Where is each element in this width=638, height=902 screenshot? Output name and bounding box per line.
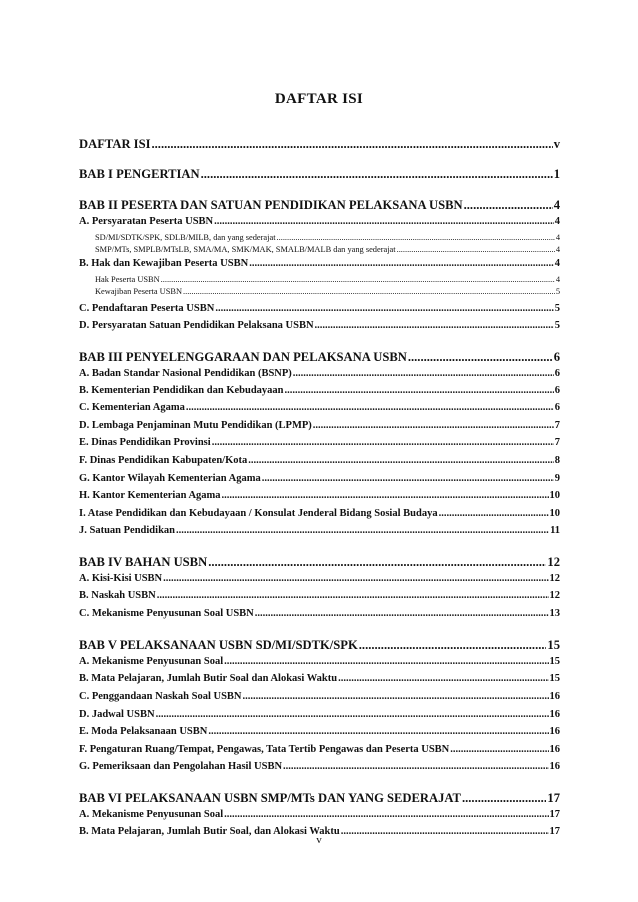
toc-section[interactable] (79, 402, 560, 413)
toc-entry-page: 8 (554, 455, 560, 466)
toc-entry-label: BAB III PENYELENGGARAAN DAN PELAKSANA USBN (79, 350, 407, 364)
toc-entry-label: SD/MI/SDTK/SPK, SDLB/MILB, dan yang sederajat (95, 233, 276, 242)
toc-entry-label: BAB VI PELAKSANAAN USBN SMP/MTs DAN YANG SEDERAJAT (79, 791, 461, 805)
toc-entry-page: 4 (554, 258, 560, 269)
toc-entry-label: B. Mata Pelajaran, Jumlah Butir Soal, dan Alokasi Waktu (79, 826, 340, 837)
toc-dot-leader (156, 709, 549, 720)
toc-section[interactable] (79, 216, 560, 227)
toc-entry-label: B. Mata Pelajaran, Jumlah Butir Soal dan Alokasi Waktu (79, 673, 338, 684)
toc-entry-page: 6 (554, 402, 560, 413)
toc-entry-label: Kewajiban Peserta USBN (95, 287, 182, 296)
toc-dot-leader (183, 287, 555, 296)
toc-dot-leader (163, 573, 548, 584)
toc-section[interactable] (79, 420, 560, 431)
toc-dot-leader (152, 137, 553, 152)
toc-dot-leader (222, 490, 549, 501)
toc-dot-leader (157, 590, 549, 601)
toc-entry-label: G. Kantor Wilayah Kementerian Agama (79, 473, 261, 484)
toc-section[interactable] (79, 320, 560, 331)
toc-section[interactable] (79, 656, 560, 667)
toc-dot-leader (313, 420, 554, 431)
toc-dot-leader (338, 673, 548, 684)
toc-subentry[interactable] (79, 245, 560, 254)
toc-section[interactable] (79, 490, 560, 501)
toc-entry-page: 15 (549, 673, 560, 684)
toc-entry-page: 7 (554, 420, 560, 431)
toc-section[interactable] (79, 809, 560, 820)
toc-section[interactable] (79, 608, 560, 619)
toc-entry-label: C. Kementerian Agama (79, 402, 185, 413)
toc-dot-leader (176, 525, 549, 536)
toc-entry-label: D. Jadwal USBN (79, 709, 155, 720)
toc-section[interactable] (79, 437, 560, 448)
toc-entry-page: 6 (553, 350, 560, 364)
toc-entry-page: 16 (549, 709, 560, 720)
toc-entry-page: 17 (549, 809, 560, 820)
toc-entry-page: 7 (554, 437, 560, 448)
toc-chapter[interactable] (79, 198, 560, 213)
toc-section[interactable] (79, 691, 560, 702)
toc-entry-label: F. Pengaturan Ruang/Tempat, Pengawas, Tata Tertib Pengawas dan Peserta USBN (79, 744, 450, 755)
toc-entry-page: 10 (549, 508, 560, 519)
toc-subentry[interactable] (79, 275, 560, 284)
toc-entry-page: 15 (547, 638, 560, 652)
toc-chapter[interactable] (79, 350, 560, 365)
toc-entry-page: 12 (549, 573, 560, 584)
toc-entry-page: 4 (555, 275, 560, 284)
toc-entry-page: 10 (549, 490, 560, 501)
toc-dot-leader (262, 473, 554, 484)
toc-entry-page: 17 (549, 826, 560, 837)
toc-subentry[interactable] (79, 287, 560, 296)
toc-entry-label: A. Persyaratan Peserta USBN (79, 216, 214, 227)
toc-dot-leader (248, 455, 554, 466)
toc-dot-leader (201, 167, 553, 182)
toc-entry-page: 15 (549, 656, 560, 667)
toc-entry-label: E. Dinas Pendidikan Provinsi (79, 437, 211, 448)
toc-section[interactable] (79, 303, 560, 314)
toc-entry-label: E. Moda Pelaksanaan USBN (79, 726, 208, 737)
toc-dot-leader (208, 555, 546, 570)
toc-section[interactable] (79, 455, 560, 466)
toc-section[interactable] (79, 709, 560, 720)
toc-entry-label: J. Satuan Pendidikan (79, 525, 175, 536)
toc-chapter[interactable] (79, 638, 560, 653)
toc-entry-page: 16 (549, 691, 560, 702)
toc-entry-label: BAB I PENGERTIAN (79, 167, 200, 181)
toc-dot-leader (249, 258, 554, 269)
toc-chapter[interactable] (79, 167, 560, 182)
toc-dot-leader (243, 691, 549, 702)
toc-dot-leader (439, 508, 549, 519)
toc-entry-page: 17 (547, 791, 560, 805)
toc-entry-label: A. Mekanisme Penyusunan Soal (79, 809, 224, 820)
toc-entry-page: 1 (553, 167, 560, 181)
toc-entry-label: C. Mekanisme Penyusunan Soal USBN (79, 608, 254, 619)
toc-entry-label: B. Kementerian Pendidikan dan Kebudayaan (79, 385, 284, 396)
toc-entry-label: BAB IV BAHAN USBN (79, 555, 208, 569)
toc-entry-page: 4 (554, 216, 560, 227)
toc-dot-leader (224, 809, 548, 820)
toc-entry-page: 4 (555, 245, 560, 254)
toc-entry-page: 5 (554, 303, 560, 314)
toc-entry-label: BAB II PESERTA DAN SATUAN PENDIDIKAN PELAKSANA USBN (79, 198, 463, 212)
toc-entry-page: 12 (547, 555, 560, 569)
toc-dot-leader (277, 233, 555, 242)
toc-entry-page: 5 (555, 287, 560, 296)
toc-entry-label: D. Persyaratan Satuan Pendidikan Pelaksana USBN (79, 320, 314, 331)
toc-dot-leader (161, 275, 555, 284)
toc-dot-leader (283, 761, 548, 772)
toc-section[interactable] (79, 761, 560, 772)
page-number: v (316, 834, 322, 846)
toc-section[interactable] (79, 590, 560, 601)
toc-subentry[interactable] (79, 233, 560, 242)
toc-section[interactable] (79, 744, 560, 755)
toc-entry-label: SMP/MTs, SMPLB/MTsLB, SMA/MA, SMK/MAK, SMALB/MALB dan yang sederajat (95, 245, 396, 254)
toc-dot-leader (186, 402, 554, 413)
toc-entry-page: 16 (549, 726, 560, 737)
toc-entry-label: BAB V PELAKSANAAN USBN SD/MI/SDTK/SPK (79, 638, 358, 652)
toc-entry-label: C. Penggandaan Naskah Soal USBN (79, 691, 242, 702)
toc-entry-label: DAFTAR ISI (79, 137, 151, 151)
toc-entry-label: B. Naskah USBN (79, 590, 156, 601)
toc-section[interactable] (79, 573, 560, 584)
toc-entry-page: 16 (549, 761, 560, 772)
toc-entry-label: G. Pemeriksaan dan Pengolahan Hasil USBN (79, 761, 283, 772)
toc-entry-label: A. Kisi-Kisi USBN (79, 573, 163, 584)
toc-dot-leader (208, 726, 548, 737)
toc-section[interactable] (79, 508, 560, 519)
toc-section[interactable] (79, 368, 560, 379)
toc-section[interactable] (79, 673, 560, 684)
toc-dot-leader (212, 437, 554, 448)
toc-dot-leader (255, 608, 549, 619)
toc-entry-page: 13 (549, 608, 560, 619)
toc-section[interactable] (79, 726, 560, 737)
toc-entry-page: 6 (554, 385, 560, 396)
toc-entry-page: v (553, 137, 560, 151)
toc-entry-page: 16 (549, 744, 560, 755)
toc-section[interactable] (79, 258, 560, 269)
toc-entry-label: I. Atase Pendidikan dan Kebudayaan / Konsulat Jenderal Bidang Sosial Budaya (79, 508, 438, 519)
toc-dot-leader (464, 198, 553, 213)
toc-entry-page: 5 (554, 320, 560, 331)
toc-entry-page: 11 (550, 525, 560, 536)
toc-entry-label: B. Hak dan Kewajiban Peserta USBN (79, 258, 249, 269)
toc-dot-leader (215, 303, 553, 314)
toc-entry-page: 4 (555, 233, 560, 242)
toc-dot-leader (462, 791, 546, 806)
toc-entry-page: 12 (549, 590, 560, 601)
toc-entry-label: C. Pendaftaran Peserta USBN (79, 303, 215, 314)
toc-entry-label: Hak Peserta USBN (95, 275, 160, 284)
toc-dot-leader (397, 245, 555, 254)
toc-chapter[interactable] (79, 137, 560, 152)
toc-entry-label: D. Lembaga Penjaminan Mutu Pendidikan (LPMP) (79, 420, 312, 431)
toc-dot-leader (408, 350, 553, 365)
toc-section[interactable] (79, 385, 560, 396)
toc-chapter[interactable] (79, 555, 560, 570)
toc-dot-leader (315, 320, 554, 331)
toc-dot-leader (450, 744, 548, 755)
toc-entry-label: A. Badan Standar Nasional Pendidikan (BSNP) (79, 368, 292, 379)
toc-dot-leader (293, 368, 554, 379)
toc-section[interactable] (79, 473, 560, 484)
toc-dot-leader (285, 385, 554, 396)
toc-entry-label: F. Dinas Pendidikan Kabupaten/Kota (79, 455, 248, 466)
toc-entry-label: H. Kantor Kementerian Agama (79, 490, 221, 501)
toc-entry-page: 6 (554, 368, 560, 379)
toc-dot-leader (224, 656, 548, 667)
toc-chapter[interactable] (79, 791, 560, 806)
toc-entry-page: 4 (553, 198, 560, 212)
toc-entry-page: 9 (554, 473, 560, 484)
toc-section[interactable] (79, 525, 560, 536)
toc-entry-label: A. Mekanisme Penyusunan Soal (79, 656, 224, 667)
toc-dot-leader (214, 216, 554, 227)
toc-dot-leader (359, 638, 547, 653)
page-title: DAFTAR ISI (274, 91, 364, 107)
